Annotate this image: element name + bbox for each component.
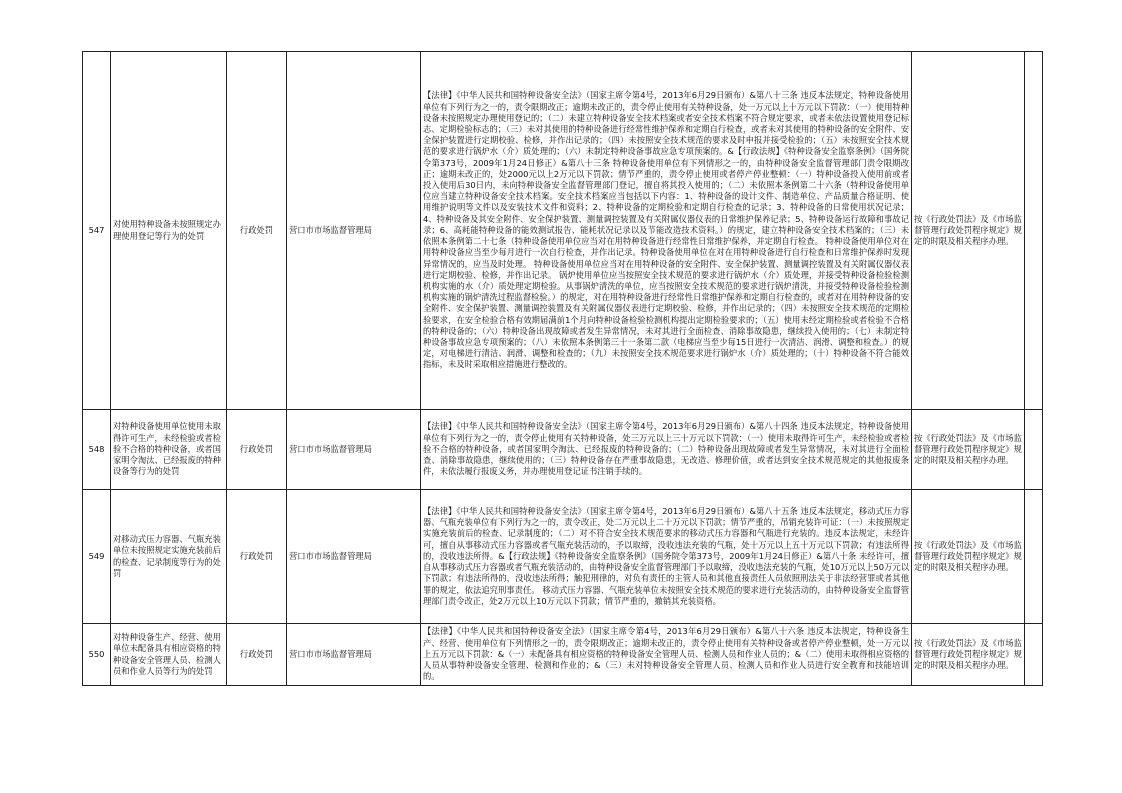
row-number: 547: [83, 52, 111, 410]
law-enforcement-table: [82, 51, 1043, 686]
row-number: 549: [83, 490, 111, 624]
processing-time-limit: 按《行政处罚法》及《市场监督管理行政处罚程序规定》规定的时限及相关程序办理。: [912, 624, 1025, 686]
power-category: 行政处罚: [227, 624, 287, 686]
processing-time-limit: 按《行政处罚法》及《市场监督管理行政处罚程序规定》规定的时限及相关程序办理。: [912, 490, 1025, 624]
remarks-cell: [1025, 624, 1043, 686]
table-row: [83, 624, 1043, 686]
legal-basis: 【法律】《中华人民共和国特种设备安全法》（国家主席令第4号，2013年6月29日颁布）&第八十六条 违反本法规定，特种设备生产、经营、使用单位有下列情形之一的，责令限期改正；逾期未改正的，责令停止使用有关特种设备或者停产停业整顿，处一万元以上五万元以下罚款：&（一）未配备具有相应资格的特种设备安全管理人员、检测人员和作业人员的；&（二）使用未取得相应资格的人员从事特种设备安全管理、检测和作业的；&（三）未对特种设备安全管理人员、检测人员和作业人员进行安全教育和技能培训的。: [421, 624, 912, 686]
enforcement-agency: 营口市市场监督管理局: [287, 52, 421, 410]
processing-time-limit: 按《行政处罚法》及《市场监督管理行政处罚程序规定》规定的时限及相关程序办理。: [912, 410, 1025, 490]
remarks-cell: [1025, 490, 1043, 624]
penalty-item-name: 对移动式压力容器、气瓶充装单位未按照规定实施充装前后的检查、记录制度等行为的处罚: [111, 490, 227, 624]
row-number: 550: [83, 624, 111, 686]
table-row: [83, 410, 1043, 490]
penalty-item-name: 对特种设备生产、经营、使用单位未配备具有相应资格的特种设备安全管理人员、检测人员和作业人员等行为的处罚: [111, 624, 227, 686]
legal-basis: 【法律】《中华人民共和国特种设备安全法》（国家主席令第4号，2013年6月29日颁布）&第八十三条 违反本法规定，特种设备使用单位有下列行为之一的，责令限期改正；逾期未改正的，责令停止使用有关特种设备，处一万元以上十万元以下罚款：（一）使用特种设备未按照规定办理使用登记的；（二）未建立特种设备安全技术档案或者安全技术档案不符合规定要求，或者未依法设置使用登记标志、定期检验标志的；（三）未对其使用的特种设备进行经常性维护保养和定期自行检查，或者未对其使用的特种设备的安全附件、安全保护装置进行定期校验、检修，并作出记录的；（四）未按照安全技术规范的要求及时申报并接受检验的；（五）未按照安全技术规范的要求进行锅炉水（介）质处理的；（六）未制定特种设备事故应急专项预案的。&【行政法规】《特种设备安全监察条例》（国务院令第373号，2009年1月24日修正）&第八十三条 特种设备使用单位有下列情形之一的，由特种设备安全监督管理部门责令限期改正；逾期未改正的，处2000元以上2万元以下罚款；情节严重的，责令停止使用或者停产停业整顿：（一）特种设备投入使用前或者投入使用后30日内，未向特种设备安全监督管理部门登记，擅自将其投入使用的；（二）未依照本条例第二十六条（特种设备使用单位应当建立特种设备安全技术档案。安全技术档案应当包括以下内容：1、特种设备的设计文件、制造单位、产品质量合格证明、使用维护说明等文件以及安装技术文件和资料；2、特种设备的定期检验和定期自行检查的记录；3、特种设备的日常使用状况记录；4、特种设备及其安全附件、安全保护装置、测量调控装置及有关附属仪器仪表的日常维护保养记录；5、特种设备运行故障和事故记录；6、高耗能特种设备的能效测试报告、能耗状况记录以及节能改造技术资料。）的规定，建立特种设备安全技术档案的；（三）未依照本条例第二十七条（特种设备使用单位应当对在用特种设备进行经常性日常维护保养，并定期自行检查。 特种设备使用单位对在用特种设备应当至少每月进行一次自行检查，并作出记录。特种设备使用单位在对在用特种设备进行自行检查和日常维护保养时发现异常情况的，应当及时处理。 特种设备使用单位应当对在用特种设备的安全附件、安全保护装置、测量调控装置及有关附属仪器仪表进行定期校验、检修，并作出记录。 锅炉使用单位应当按照安全技术规范的要求进行锅炉水（介）质处理，并接受特种设备检验检测机构实施的水（介）质处理定期检验。从事锅炉清洗的单位，应当按照安全技术规范的要求进行锅炉清洗，并接受特种设备检验检测机构实施的锅炉清洗过程监督检验。）的规定，对在用特种设备进行经常性日常维护保养和定期自行检查的，或者对在用特种设备的安全附件、安全保护装置、测量调控装置及有关附属仪器仪表进行定期校验、检修，并作出记录的；（四）未按照安全技术规范的定期检验要求，在安全检验合格有效期届满前1个月向特种设备检验检测机构提出定期检验要求的；（五）使用未经定期检验或者检验不合格的特种设备的；（六）特种设备出现故障或者发生异常情况，未对其进行全面检查、消除事故隐患，继续投入使用的；（七）未制定特种设备事故应急专项预案的；（八）未依照本条例第三十一条第二款（电梯应当至少每15日进行一次清洁、润滑、调整和检查。）的规定，对电梯进行清洁、润滑、调整和检查的；（九）未按照安全技术规范要求进行锅炉水（介）质处理的；（十）特种设备不符合能效指标，未及时采取相应措施进行整改的。: [421, 52, 912, 410]
penalty-item-name: 对使用特种设备未按照规定办理使用登记等行为的处罚: [111, 52, 227, 410]
penalty-item-name: 对特种设备使用单位使用未取得许可生产，未经检验或者检验不合格的特种设备，或者国家明令淘汰、已经报废的特种设备等行为的处罚: [111, 410, 227, 490]
legal-basis: 【法律】《中华人民共和国特种设备安全法》（国家主席令第4号，2013年6月29日颁布）&第八十五条 违反本法规定，移动式压力容器、气瓶充装单位有下列行为之一的，责令改正，处二万元以上二十万元以下罚款；情节严重的，吊销充装许可证：（一）未按照规定实施充装前后的检查、记录制度的；（二）对不符合安全技术规范要求的移动式压力容器和气瓶进行充装的。违反本法规定，未经许可，擅自从事移动式压力容器或者气瓶充装活动的，予以取缔，没收违法充装的气瓶，处十万元以上五十万元以下罚款；有违法所得的，没收违法所得。&【行政法规】《特种设备安全监察条例》（国务院令第373号，2009年1月24日修正）&第八十条 未经许可，擅自从事移动式压力容器或者气瓶充装活动的，由特种设备安全监督管理部门予以取缔，没收违法充装的气瓶，处10万元以上50万元以下罚款；有违法所得的，没收违法所得；触犯刑律的，对负有责任的主管人员和其他直接责任人员依照刑法关于非法经营罪或者其他罪的规定，依法追究刑事责任。 移动式压力容器、气瓶充装单位未按照安全技术规范的要求进行充装活动的，由特种设备安全监督管理部门责令改正，处2万元以上10万元以下罚款；情节严重的，撤销其充装资格。: [421, 490, 912, 624]
remarks-cell: [1025, 410, 1043, 490]
power-category: 行政处罚: [227, 490, 287, 624]
table-row: [83, 52, 1043, 410]
power-category: 行政处罚: [227, 410, 287, 490]
enforcement-agency: 营口市市场监督管理局: [287, 624, 421, 686]
row-number: 548: [83, 410, 111, 490]
legal-basis: 【法律】《中华人民共和国特种设备安全法》（国家主席令第4号，2013年6月29日颁布）&第八十四条 违反本法规定，特种设备使用单位有下列行为之一的，责令停止使用有关特种设备，处三万元以上三十万元以下罚款：（一）使用未取得许可生产，未经检验或者检验不合格的特种设备，或者国家明令淘汰、已经报废的特种设备的；（二）特种设备出现故障或者发生异常情况，未对其进行全面检查、消除事故隐患，继续使用的；（三）特种设备存在严重事故隐患，无改造、修理价值，或者达到安全技术规范规定的其他报废条件，未依法履行报废义务，并办理使用登记证书注销手续的。: [421, 410, 912, 490]
table-row: [83, 490, 1043, 624]
table-body: [83, 52, 1043, 686]
enforcement-agency: 营口市市场监督管理局: [287, 490, 421, 624]
power-category: 行政处罚: [227, 52, 287, 410]
enforcement-agency: 营口市市场监督管理局: [287, 410, 421, 490]
processing-time-limit: 按《行政处罚法》及《市场监督管理行政处罚程序规定》规定的时限及相关程序办理。: [912, 52, 1025, 410]
remarks-cell: [1025, 52, 1043, 410]
